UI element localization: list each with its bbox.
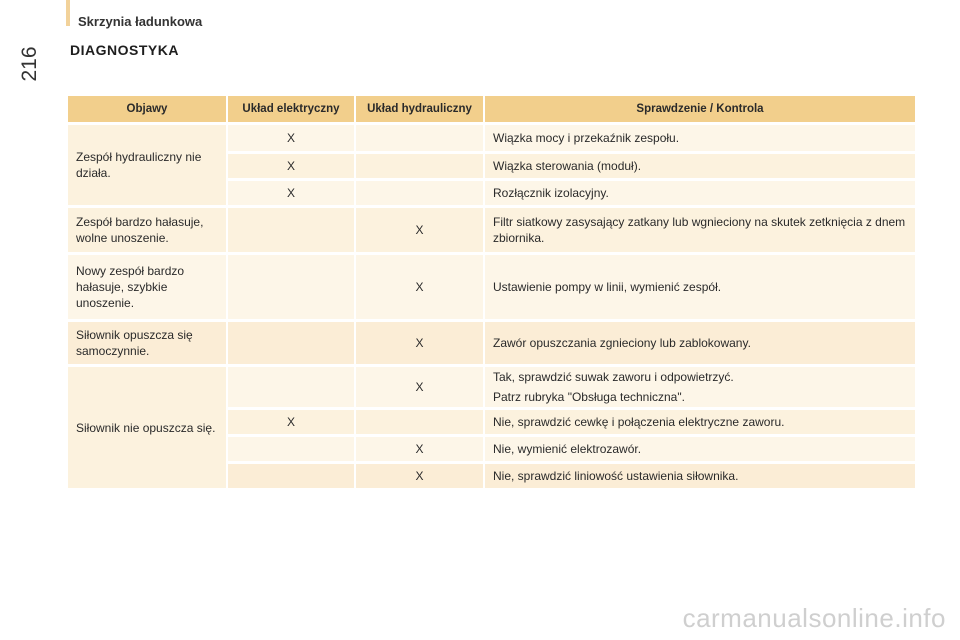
column-header-check: Sprawdzenie / Kontrola <box>485 96 915 122</box>
hydraulic-mark: X <box>356 437 483 461</box>
check-line: Tak, sprawdzić suwak zaworu i odpowietrzyć. <box>493 370 734 384</box>
electrical-mark <box>228 367 354 407</box>
hydraulic-mark: X <box>356 464 483 488</box>
check-text-multi <box>485 367 915 407</box>
electrical-mark <box>228 208 354 252</box>
electrical-mark: X <box>228 410 354 434</box>
check-text: Ustawienie pompy w linii, wymienić zespół. <box>485 255 915 319</box>
electrical-mark: X <box>228 125 354 151</box>
page-heading: DIAGNOSTYKA <box>70 42 179 58</box>
section-marker-bar <box>66 0 70 26</box>
electrical-mark: X <box>228 154 354 178</box>
page-number: 216 <box>18 46 41 82</box>
column-header-symptoms: Objawy <box>68 96 226 122</box>
check-text: Nie, wymienić elektrozawór. <box>485 437 915 461</box>
diagnostics-table <box>68 96 915 488</box>
watermark: carmanualsonline.info <box>682 603 946 633</box>
symptom-cell: Siłownik opuszcza się samoczynnie. <box>68 322 226 364</box>
electrical-mark: X <box>228 181 354 205</box>
symptom-cell: Nowy zespół bardzo hałasuje, szybkie unoszenie. <box>68 255 226 319</box>
column-header-electrical: Układ elektryczny <box>228 96 354 122</box>
hydraulic-mark: X <box>356 255 483 319</box>
electrical-mark <box>228 437 354 461</box>
column-header-hydraulic: Układ hydrauliczny <box>356 96 483 122</box>
check-text: Wiązka sterowania (moduł). <box>485 154 915 178</box>
symptom-cell: Zespół bardzo hałasuje, wolne unoszenie. <box>68 208 226 252</box>
electrical-mark <box>228 464 354 488</box>
electrical-mark <box>228 322 354 364</box>
check-text: Filtr siatkowy zasysający zatkany lub wgnieciony na skutek zetknięcia z dnem zbiornika. <box>485 208 915 252</box>
hydraulic-mark <box>356 410 483 434</box>
check-line: Patrz rubryka "Obsługa techniczna". <box>493 390 685 404</box>
check-text: Zawór opuszczania zgnieciony lub zablokowany. <box>485 322 915 364</box>
hydraulic-mark <box>356 125 483 151</box>
check-text: Wiązka mocy i przekaźnik zespołu. <box>485 125 915 151</box>
hydraulic-mark <box>356 154 483 178</box>
check-text: Nie, sprawdzić liniowość ustawienia siłownika. <box>485 464 915 488</box>
section-title: Skrzynia ładunkowa <box>78 14 203 29</box>
symptom-cell: Zespół hydrauliczny nie działa. <box>68 125 226 205</box>
hydraulic-mark <box>356 181 483 205</box>
check-text: Rozłącznik izolacyjny. <box>485 181 915 205</box>
hydraulic-mark: X <box>356 208 483 252</box>
hydraulic-mark: X <box>356 322 483 364</box>
electrical-mark <box>228 255 354 319</box>
hydraulic-mark: X <box>356 367 483 407</box>
check-text: Nie, sprawdzić cewkę i połączenia elektryczne zaworu. <box>485 410 915 434</box>
symptom-cell: Siłownik nie opuszcza się. <box>68 367 226 488</box>
